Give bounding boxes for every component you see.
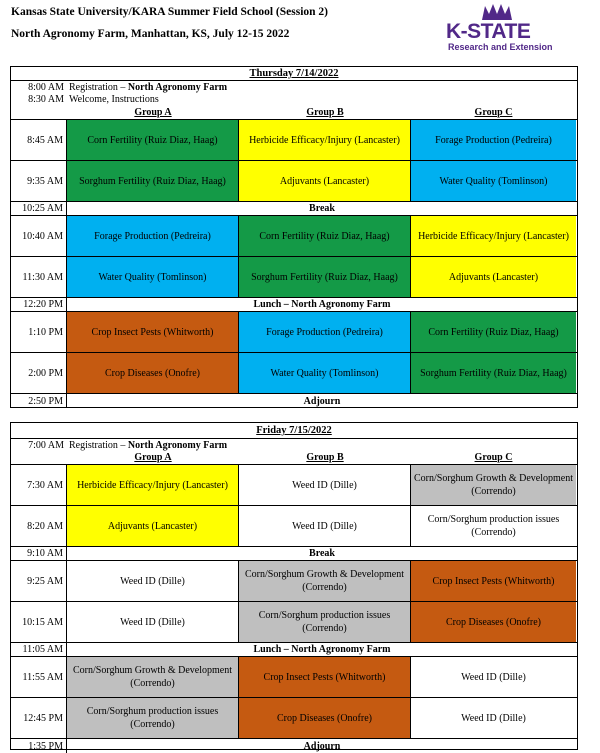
session-cell: Corn/Sorghum Growth & Development (Correndo) bbox=[239, 561, 411, 601]
session-cell: Forage Production (Pedreira) bbox=[239, 312, 411, 352]
friday-header-row bbox=[11, 423, 577, 439]
session-cell: Herbicide Efficacy/Injury (Lancaster) bbox=[239, 120, 411, 160]
session-cell: Weed ID (Dille) bbox=[239, 506, 411, 546]
session-cell: Corn/Sorghum Growth & Development (Correndo) bbox=[411, 465, 576, 505]
session-row bbox=[11, 312, 577, 353]
session-row bbox=[11, 602, 577, 643]
break-row bbox=[11, 202, 577, 216]
lunch-label: Lunch – North Agronomy Farm bbox=[253, 644, 391, 655]
time-label: 8:45 AM bbox=[11, 120, 67, 160]
session-row bbox=[11, 353, 577, 394]
time-label: 10:15 AM bbox=[11, 602, 67, 642]
group-b-header: Group B bbox=[306, 452, 344, 463]
session-row bbox=[11, 561, 577, 602]
break-row bbox=[11, 547, 577, 561]
friday-group-header-row bbox=[11, 452, 577, 465]
session-row bbox=[11, 698, 577, 739]
lunch-row bbox=[11, 298, 577, 312]
time-label: 1:35 PM bbox=[11, 739, 67, 753]
lunch-label: Lunch – North Agronomy Farm bbox=[253, 299, 391, 310]
wildcat-icon bbox=[480, 2, 514, 22]
session-row bbox=[11, 657, 577, 698]
session-row bbox=[11, 216, 577, 257]
session-cell: Corn/Sorghum production issues (Correndo) bbox=[411, 506, 576, 546]
time-label: 8:30 AM bbox=[28, 94, 64, 105]
session-cell: Crop Insect Pests (Whitworth) bbox=[239, 657, 411, 697]
time-label: 9:35 AM bbox=[11, 161, 67, 201]
friday-title: Friday 7/15/2022 bbox=[256, 425, 332, 436]
adjourn-label: Adjourn bbox=[303, 395, 341, 407]
thursday-header-row bbox=[11, 67, 577, 81]
session-cell: Sorghum Fertility (Ruiz Diaz, Haag) bbox=[67, 161, 239, 201]
logo-wordmark: K-STATE bbox=[446, 20, 531, 43]
session-cell: Herbicide Efficacy/Injury (Lancaster) bbox=[67, 465, 239, 505]
logo-subtitle: Research and Extension bbox=[448, 42, 553, 52]
session-cell: Sorghum Fertility (Ruiz Diaz, Haag) bbox=[239, 257, 411, 297]
session-cell: Water Quality (Tomlinson) bbox=[239, 353, 411, 393]
session-cell: Water Quality (Tomlinson) bbox=[67, 257, 239, 297]
time-label: 11:55 AM bbox=[11, 657, 67, 697]
break-label: Break bbox=[309, 203, 335, 214]
session-row bbox=[11, 161, 577, 202]
session-cell: Water Quality (Tomlinson) bbox=[411, 161, 576, 201]
session-row bbox=[11, 257, 577, 298]
group-b-header: Group B bbox=[306, 107, 344, 118]
session-cell: Corn Fertility (Ruiz Diaz, Haag) bbox=[67, 120, 239, 160]
session-cell: Weed ID (Dille) bbox=[239, 465, 411, 505]
session-cell: Crop Diseases (Onofre) bbox=[411, 602, 576, 642]
thursday-title: Thursday 7/14/2022 bbox=[249, 68, 339, 79]
time-label: 2:00 PM bbox=[11, 353, 67, 393]
session-cell: Weed ID (Dille) bbox=[411, 698, 576, 738]
break-label: Break bbox=[309, 548, 335, 559]
session-cell: Adjuvants (Lancaster) bbox=[239, 161, 411, 201]
lunch-row bbox=[11, 643, 577, 657]
adjourn-label: Adjourn bbox=[303, 740, 341, 752]
time-label: 9:25 AM bbox=[11, 561, 67, 601]
friday-registration-row bbox=[11, 439, 577, 452]
time-label: 1:10 PM bbox=[11, 312, 67, 352]
time-label: 12:45 PM bbox=[11, 698, 67, 738]
session-cell: Adjuvants (Lancaster) bbox=[67, 506, 239, 546]
session-cell: Corn Fertility (Ruiz Diaz, Haag) bbox=[411, 312, 576, 352]
registration-text: Registration – North Agronomy Farm bbox=[69, 82, 228, 93]
session-row bbox=[11, 465, 577, 506]
session-cell: Crop Diseases (Onofre) bbox=[239, 698, 411, 738]
adjourn-row bbox=[11, 394, 577, 408]
time-label: 2:50 PM bbox=[11, 394, 67, 408]
group-c-header: Group C bbox=[474, 452, 513, 463]
session-cell: Corn/Sorghum production issues (Correndo) bbox=[67, 698, 239, 738]
thursday-group-header-row bbox=[11, 107, 577, 120]
thursday-registration-row bbox=[11, 81, 577, 94]
time-label: 12:20 PM bbox=[11, 298, 67, 311]
group-a-header: Group A bbox=[134, 107, 172, 118]
session-cell: Weed ID (Dille) bbox=[67, 561, 239, 601]
group-a-header: Group A bbox=[134, 452, 172, 463]
session-row bbox=[11, 120, 577, 161]
welcome-text: Welcome, Instructions bbox=[69, 94, 159, 105]
session-cell: Forage Production (Pedreira) bbox=[411, 120, 576, 160]
session-cell: Crop Insect Pests (Whitworth) bbox=[411, 561, 576, 601]
session-cell: Crop Diseases (Onofre) bbox=[67, 353, 239, 393]
session-cell: Weed ID (Dille) bbox=[411, 657, 576, 697]
header-line-2: North Agronomy Farm, Manhattan, KS, July 12-15 2022 bbox=[11, 28, 290, 40]
session-cell: Weed ID (Dille) bbox=[67, 602, 239, 642]
group-c-header: Group C bbox=[474, 107, 513, 118]
session-cell: Sorghum Fertility (Ruiz Diaz, Haag) bbox=[411, 353, 576, 393]
time-label: 10:25 AM bbox=[11, 202, 67, 215]
session-cell: Crop Insect Pests (Whitworth) bbox=[67, 312, 239, 352]
time-label: 10:40 AM bbox=[11, 216, 67, 256]
time-label: 7:30 AM bbox=[11, 465, 67, 505]
friday-schedule bbox=[10, 422, 578, 750]
session-cell: Corn Fertility (Ruiz Diaz, Haag) bbox=[239, 216, 411, 256]
registration-text: Registration – North Agronomy Farm bbox=[69, 440, 228, 451]
session-cell: Herbicide Efficacy/Injury (Lancaster) bbox=[411, 216, 576, 256]
time-label: 11:05 AM bbox=[11, 643, 67, 656]
session-cell: Adjuvants (Lancaster) bbox=[411, 257, 576, 297]
time-label: 11:30 AM bbox=[11, 257, 67, 297]
kstate-logo bbox=[446, 2, 594, 52]
session-row bbox=[11, 506, 577, 547]
time-label: 9:10 AM bbox=[11, 547, 67, 560]
time-label: 8:00 AM bbox=[28, 82, 64, 93]
header-line-1: Kansas State University/KARA Summer Field School (Session 2) bbox=[11, 6, 329, 18]
time-label: 7:00 AM bbox=[28, 440, 64, 451]
session-cell: Corn/Sorghum Growth & Development (Correndo) bbox=[67, 657, 239, 697]
session-cell: Forage Production (Pedreira) bbox=[67, 216, 239, 256]
session-cell: Corn/Sorghum production issues (Correndo) bbox=[239, 602, 411, 642]
thursday-schedule bbox=[10, 66, 578, 408]
adjourn-row bbox=[11, 739, 577, 753]
time-label: 8:20 AM bbox=[11, 506, 67, 546]
thursday-welcome-row bbox=[11, 94, 577, 107]
